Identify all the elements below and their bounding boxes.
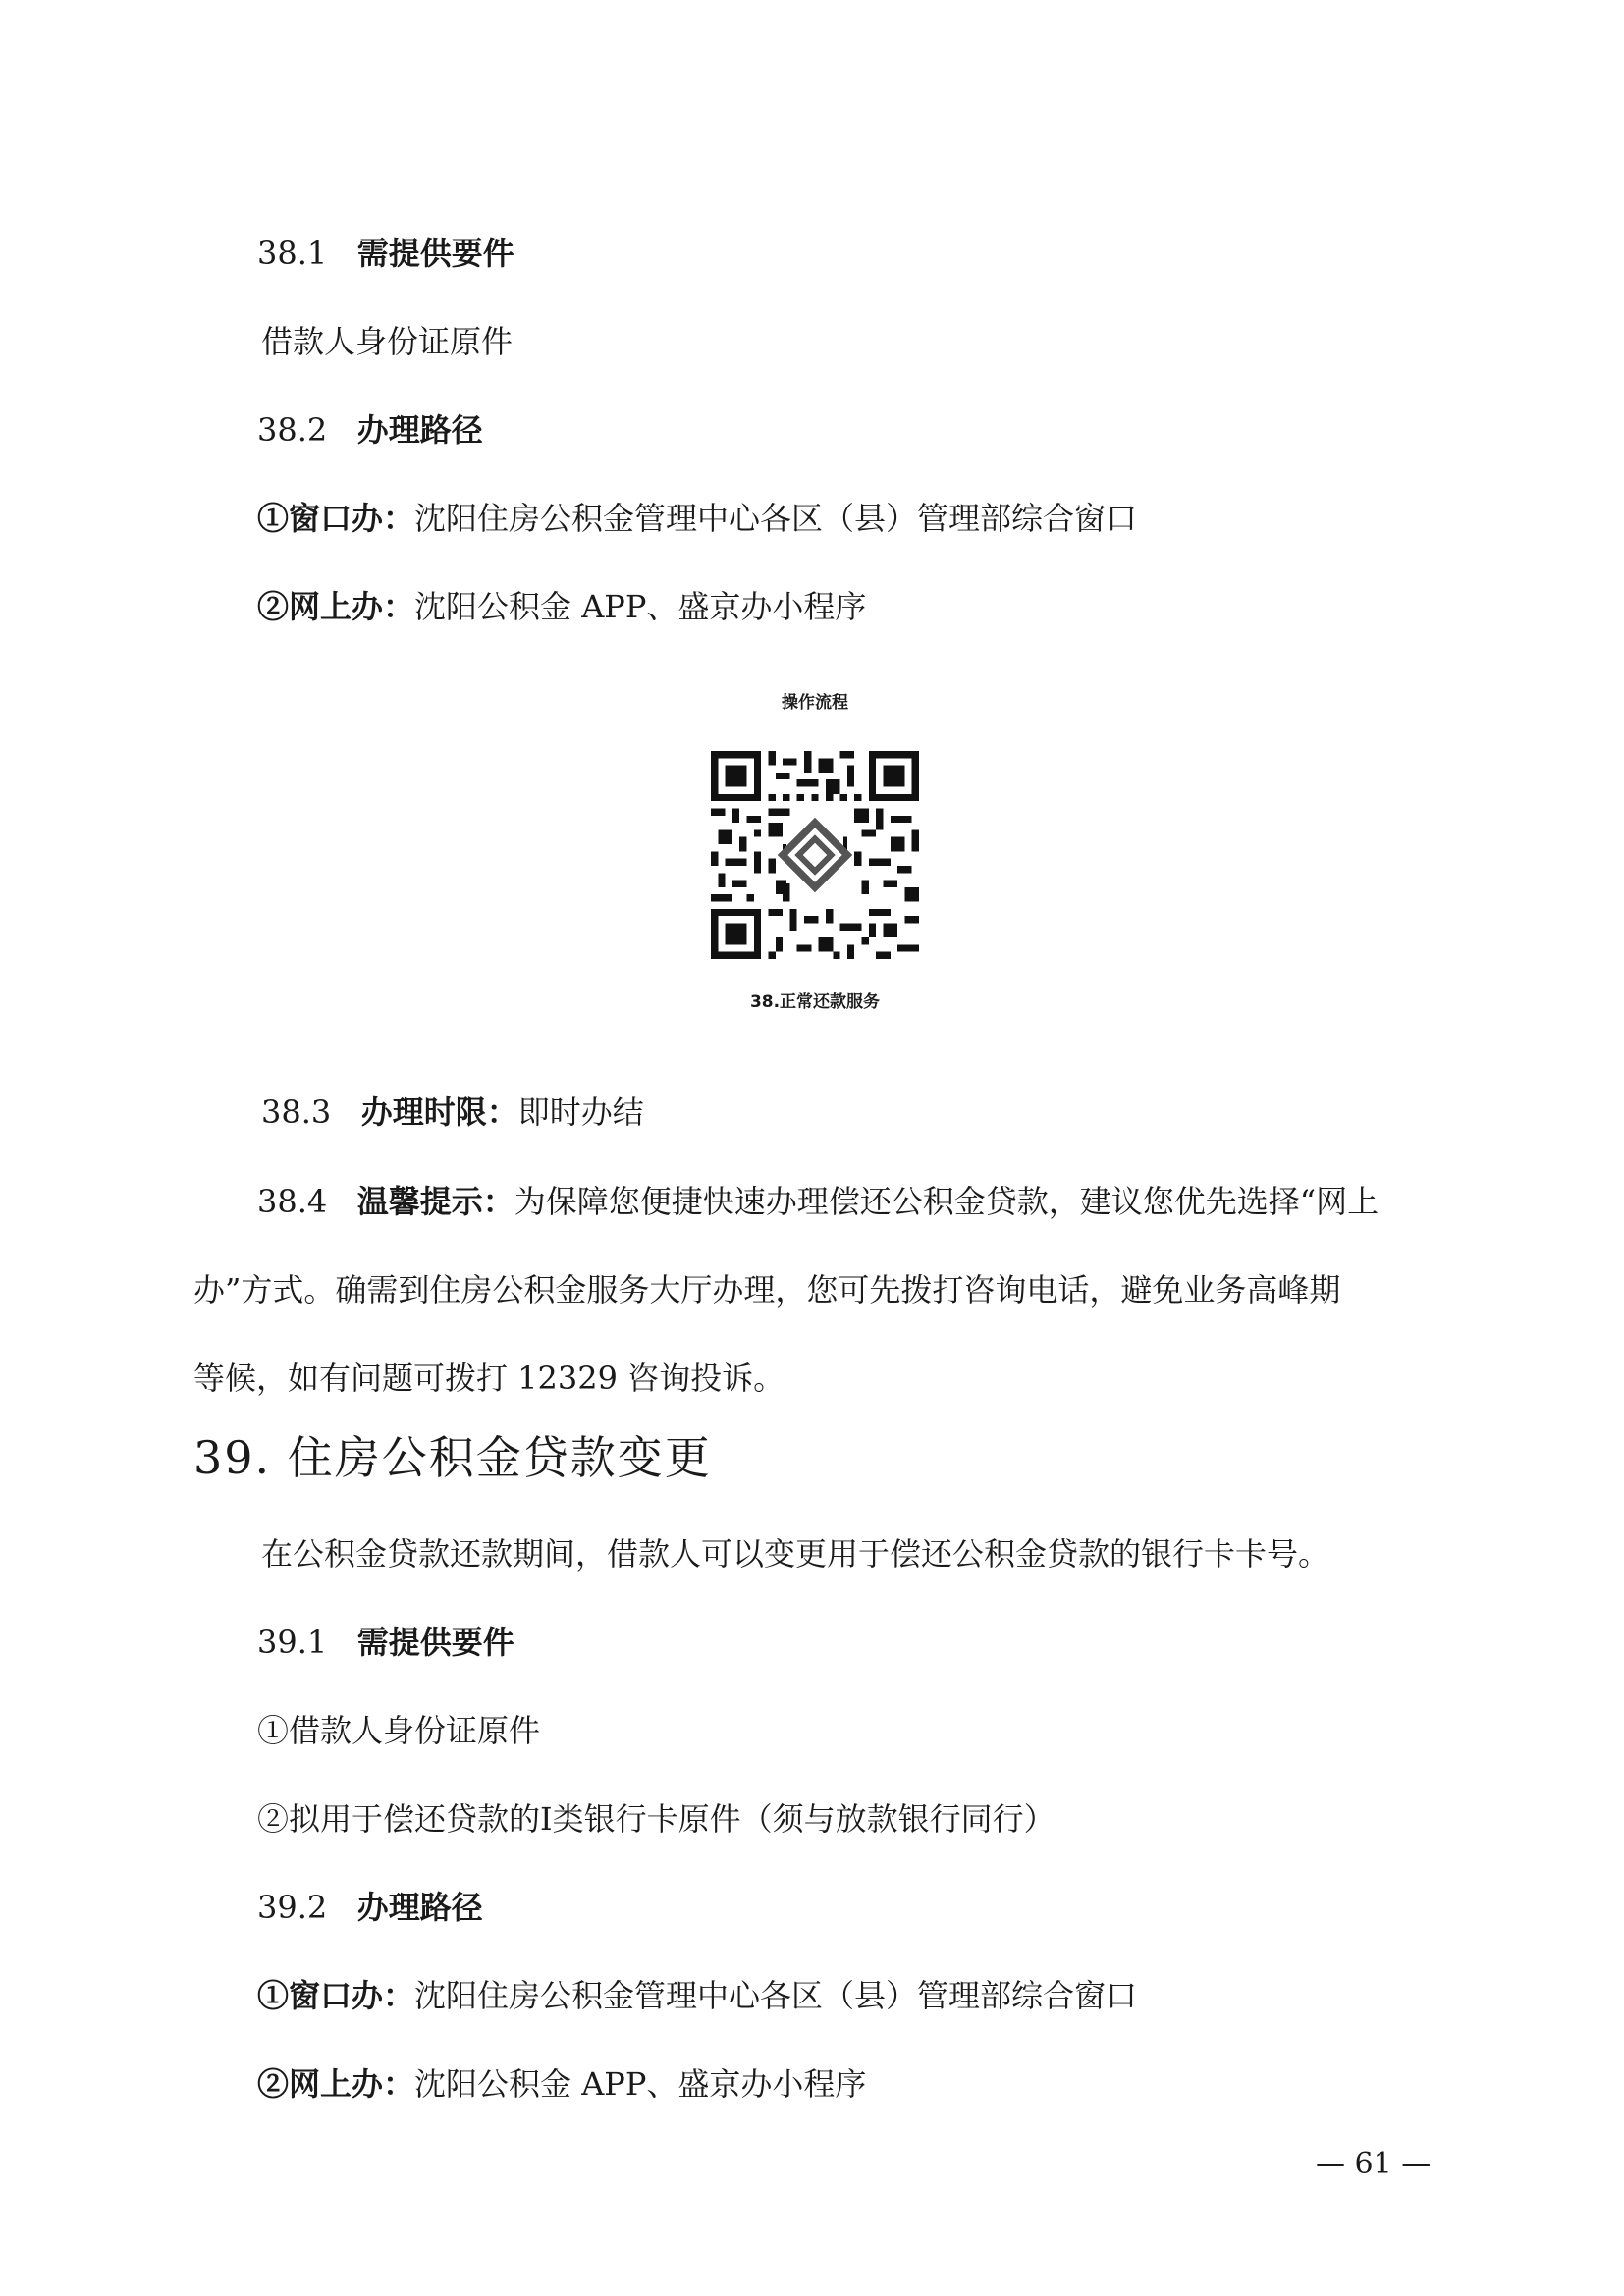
requirement-item: ①借款人身份证原件: [257, 1712, 541, 1749]
heading-39-2: [257, 1888, 483, 1927]
section-number: 39.1: [257, 1624, 328, 1661]
qr-caption: 38.正常还款服务: [749, 992, 881, 1012]
route-text: 沈阳住房公积金管理中心各区（县）管理部综合窗口: [414, 1977, 1138, 2014]
section-title: 办理路径: [356, 411, 483, 449]
heading-39-1: [257, 1623, 514, 1662]
section-number: 39.: [193, 1431, 272, 1484]
section-title: 需提供要件: [356, 1624, 514, 1661]
section-number: 38.1: [257, 235, 328, 272]
section-title: 办理路径: [356, 1889, 483, 1926]
section-number: 38.4: [257, 1183, 328, 1220]
section-title: 办理时限：: [360, 1094, 518, 1131]
route-window: [257, 1976, 1137, 2015]
route-text: 沈阳公积金 APP、盛京办小程序: [414, 588, 867, 625]
section-title: 住房公积金贷款变更: [287, 1431, 712, 1484]
route-text: 沈阳公积金 APP、盛京办小程序: [414, 2065, 867, 2103]
route-online: [257, 587, 866, 626]
tip-text: 为保障您便捷快速办理偿还公积金贷款，建议您优先选择“网上: [514, 1183, 1380, 1220]
section-number: 39.2: [257, 1889, 328, 1926]
qr-code-icon: [711, 751, 919, 959]
route-online: [257, 2064, 866, 2104]
route-window: [257, 499, 1137, 538]
qr-title: 操作流程: [782, 693, 848, 713]
heading-38-1: [257, 234, 514, 273]
tip-line-3: 等候，如有问题可拨打 12329 咨询投诉。: [193, 1360, 785, 1397]
section-number: 38.3: [261, 1094, 332, 1131]
route-label: ②网上办：: [257, 588, 415, 625]
qr-block: [702, 692, 928, 1026]
route-label: ①窗口办：: [257, 500, 415, 537]
requirement-item: ②拟用于偿还贷款的Ⅰ类银行卡原件（须与放款银行同行）: [257, 1800, 1056, 1838]
route-label: ②网上办：: [257, 2065, 415, 2103]
heading-38-2: [257, 410, 483, 450]
route-label: ①窗口办：: [257, 1977, 415, 2014]
tip-line-1: [257, 1182, 1379, 1221]
route-text: 沈阳住房公积金管理中心各区（县）管理部综合窗口: [414, 500, 1138, 537]
heading-39: [193, 1430, 712, 1485]
heading-38-3: [261, 1093, 644, 1132]
page-number: — 61 —: [1316, 2147, 1432, 2181]
section-title: 温馨提示：: [356, 1183, 514, 1220]
section-number: 38.2: [257, 411, 328, 449]
section-intro: 在公积金贷款还款期间，借款人可以变更用于偿还公积金贷款的银行卡卡号。: [261, 1535, 1330, 1573]
section-text: 即时办结: [517, 1094, 644, 1131]
requirement-item: 借款人身份证原件: [261, 323, 514, 360]
section-title: 需提供要件: [356, 235, 514, 272]
tip-line-2: 办”方式。确需到住房公积金服务大厅办理，您可先拨打咨询电话，避免业务高峰期: [193, 1271, 1341, 1308]
